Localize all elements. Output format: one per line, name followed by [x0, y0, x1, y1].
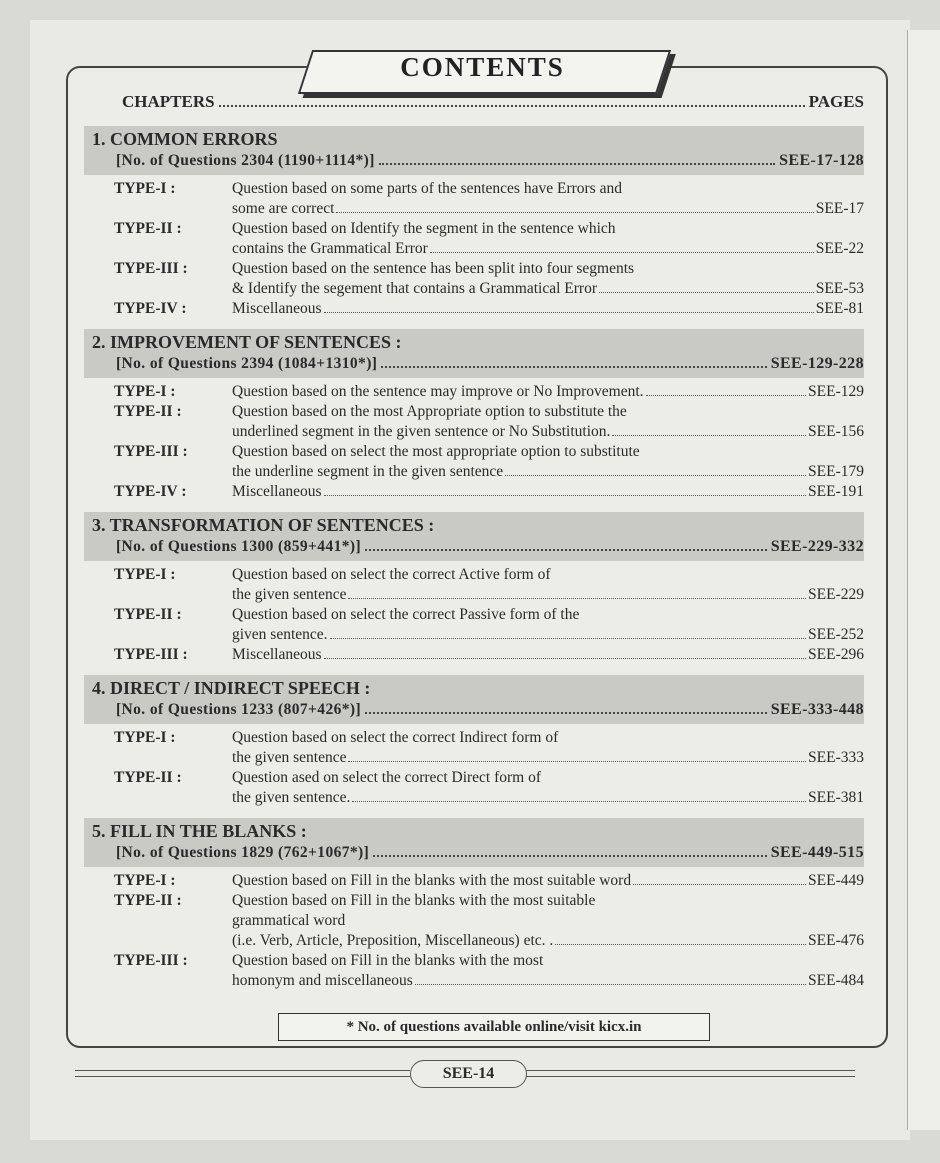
type-row: [84, 382, 864, 402]
type-page: SEE-381: [808, 789, 864, 806]
description-text: Question based on Fill in the blanks with the most suitable: [232, 892, 596, 909]
type-description: [232, 482, 864, 502]
description-text: Question based on Identify the segment in the sentence which: [232, 220, 616, 237]
dot-leader: [430, 244, 814, 253]
type-page: SEE-156: [808, 423, 864, 440]
description-line: [232, 462, 864, 482]
question-count: [No. of Questions 1829 (762+1067*)]: [116, 844, 370, 861]
dot-leader: [365, 539, 767, 551]
type-label: TYPE-II :: [114, 892, 182, 909]
type-label: TYPE-I :: [114, 566, 176, 583]
page-title: CONTENTS: [400, 52, 565, 82]
description-line: [232, 748, 864, 768]
dot-leader: [324, 487, 806, 496]
type-page: SEE-484: [808, 972, 864, 989]
chapter-section: [84, 329, 864, 508]
type-list: [84, 867, 864, 997]
type-label: TYPE-II :: [114, 769, 182, 786]
question-count-row: [84, 353, 864, 375]
chapter-section: [84, 818, 864, 997]
dot-leader: [348, 753, 806, 762]
type-page: SEE-17: [815, 200, 864, 217]
question-count-row: [84, 699, 864, 721]
type-description: [232, 871, 864, 891]
description-text: grammatical word: [232, 912, 346, 929]
description-text: the underline segment in the given sentence: [232, 463, 504, 480]
dot-leader: [324, 304, 814, 313]
description-line: [232, 788, 864, 808]
dot-leader: [348, 590, 806, 599]
description-line: [232, 442, 864, 462]
type-page: SEE-129: [808, 383, 864, 400]
chapter-header: [84, 512, 864, 561]
chapter-pages: SEE-17-128: [779, 152, 864, 169]
description-text: underlined segment in the given sentence or No Substitution.: [232, 423, 611, 440]
chapter-title: 2. IMPROVEMENT OF SENTENCES :: [92, 332, 402, 352]
type-page: SEE-252: [808, 626, 864, 643]
dot-leader: [599, 284, 814, 293]
type-description: [232, 605, 864, 645]
type-row: [84, 565, 864, 605]
chapter-header: [84, 126, 864, 175]
type-page: SEE-22: [815, 240, 864, 257]
chapter-pages: SEE-129-228: [770, 355, 864, 372]
description-line: [232, 625, 864, 645]
description-line: [232, 239, 864, 259]
type-row: [84, 259, 864, 299]
description-text: Question based on the sentence has been split into four segments: [232, 260, 635, 277]
footer-rule-right: [525, 1070, 855, 1077]
description-text: Miscellaneous: [232, 483, 322, 500]
description-text: the given sentence.: [232, 789, 351, 806]
type-description: [232, 179, 864, 219]
description-text: the given sentence: [232, 586, 347, 603]
page-number: SEE-14: [410, 1060, 527, 1088]
description-text: contains the Grammatical Error: [232, 240, 428, 257]
description-line: [232, 279, 864, 299]
description-text: Question based on Fill in the blanks with the most suitable word: [232, 872, 632, 889]
type-row: [84, 299, 864, 319]
type-list: [84, 724, 864, 814]
description-line: [232, 259, 864, 279]
type-label: TYPE-III :: [114, 260, 188, 277]
contents-list: [84, 122, 864, 997]
description-text: Question based on select the correct Active form of: [232, 566, 551, 583]
description-line: [232, 911, 864, 931]
type-description: [232, 382, 864, 402]
description-text: Question based on some parts of the sentences have Errors and: [232, 180, 622, 197]
description-text: Question based on select the most appropriate option to substitute: [232, 443, 640, 460]
description-line: [232, 585, 864, 605]
dot-leader: [415, 976, 806, 985]
type-label: TYPE-I :: [114, 729, 176, 746]
dot-leader: [633, 876, 806, 885]
column-header: [122, 92, 864, 112]
type-label: TYPE-I :: [114, 872, 176, 889]
description-line: [232, 482, 864, 502]
type-label: TYPE-I :: [114, 383, 176, 400]
type-list: [84, 378, 864, 508]
type-label: TYPE-II :: [114, 220, 182, 237]
chapter-header: [84, 675, 864, 724]
chapter-title: 5. FILL IN THE BLANKS :: [92, 821, 307, 841]
type-page: SEE-333: [808, 749, 864, 766]
pages-label: PAGES: [808, 92, 864, 111]
type-description: [232, 259, 864, 299]
description-line: [232, 382, 864, 402]
type-description: [232, 951, 864, 991]
description-text: Miscellaneous: [232, 646, 322, 663]
chapter-section: [84, 675, 864, 814]
description-line: [232, 871, 864, 891]
dot-leader: [505, 467, 806, 476]
dot-leader: [219, 95, 805, 107]
dot-leader: [352, 793, 806, 802]
dot-leader: [646, 387, 807, 396]
description-line: [232, 645, 864, 665]
description-text: Question based on select the correct Indirect form of: [232, 729, 559, 746]
type-label: TYPE-II :: [114, 606, 182, 623]
type-page: SEE-449: [808, 872, 864, 889]
dot-leader: [555, 936, 806, 945]
type-description: [232, 402, 864, 442]
type-row: [84, 951, 864, 991]
chapter-pages: SEE-449-515: [770, 844, 864, 861]
type-label: TYPE-II :: [114, 403, 182, 420]
dot-leader: [324, 650, 806, 659]
type-row: [84, 442, 864, 482]
dot-leader: [373, 845, 767, 857]
chapter-title: 1. COMMON ERRORS: [92, 129, 278, 149]
chapter-header: [84, 818, 864, 867]
question-count: [No. of Questions 2394 (1084+1310*)]: [116, 355, 378, 372]
question-count-row: [84, 842, 864, 864]
type-row: [84, 605, 864, 645]
description-text: Question based on Fill in the blanks with the most: [232, 952, 544, 969]
type-page: SEE-53: [815, 280, 864, 297]
chapter-title: 3. TRANSFORMATION OF SENTENCES :: [92, 515, 435, 535]
description-line: [232, 951, 864, 971]
description-text: given sentence.: [232, 626, 328, 643]
type-row: [84, 482, 864, 502]
type-list: [84, 561, 864, 671]
description-text: homonym and miscellaneous: [232, 972, 413, 989]
type-description: [232, 565, 864, 605]
type-row: [84, 179, 864, 219]
type-label: TYPE-III :: [114, 952, 188, 969]
question-count: [No. of Questions 1233 (807+426*)]: [116, 701, 362, 718]
type-label: TYPE-III :: [114, 646, 188, 663]
type-page: SEE-191: [808, 483, 864, 500]
dot-leader: [381, 356, 766, 368]
description-text: Question based on select the correct Passive form of the: [232, 606, 580, 623]
chapter-header: [84, 329, 864, 378]
question-count: [No. of Questions 1300 (859+441*)]: [116, 538, 362, 555]
type-label: TYPE-IV :: [114, 483, 187, 500]
dot-leader: [365, 702, 767, 714]
description-line: [232, 728, 864, 748]
chapters-label: CHAPTERS: [122, 92, 215, 111]
type-row: [84, 645, 864, 665]
type-description: [232, 219, 864, 259]
type-description: [232, 299, 864, 319]
type-row: [84, 768, 864, 808]
dot-leader: [330, 630, 806, 639]
type-description: [232, 728, 864, 768]
type-label: TYPE-I :: [114, 180, 176, 197]
footnote: * No. of questions available online/visit kicx.in: [278, 1013, 710, 1041]
question-count: [No. of Questions 2304 (1190+1114*)]: [116, 152, 375, 169]
description-line: [232, 565, 864, 585]
question-count-row: [84, 150, 864, 172]
description-text: Miscellaneous: [232, 300, 322, 317]
type-description: [232, 891, 864, 951]
description-text: Question based on the sentence may improve or No Improvement.: [232, 383, 644, 400]
description-line: [232, 891, 864, 911]
description-line: [232, 219, 864, 239]
type-row: [84, 219, 864, 259]
description-line: [232, 402, 864, 422]
description-line: [232, 768, 864, 788]
description-text: the given sentence: [232, 749, 347, 766]
type-description: [232, 768, 864, 808]
description-line: [232, 605, 864, 625]
type-description: [232, 645, 864, 665]
type-page: SEE-229: [808, 586, 864, 603]
description-line: [232, 931, 864, 951]
description-text: & Identify the segement that contains a Grammatical Error: [232, 280, 597, 297]
description-line: [232, 422, 864, 442]
chapter-pages: SEE-229-332: [770, 538, 864, 555]
description-line: [232, 299, 864, 319]
chapter-section: [84, 512, 864, 671]
description-text: Question ased on select the correct Direct form of: [232, 769, 542, 786]
chapter-pages: SEE-333-448: [770, 701, 864, 718]
type-list: [84, 175, 864, 325]
type-description: [232, 442, 864, 482]
type-row: [84, 891, 864, 951]
chapter-title: 4. DIRECT / INDIRECT SPEECH :: [92, 678, 371, 698]
description-line: [232, 971, 864, 991]
description-line: [232, 179, 864, 199]
description-text: Question based on the most Appropriate option to substitute the: [232, 403, 627, 420]
description-line: [232, 199, 864, 219]
type-row: [84, 871, 864, 891]
dot-leader: [336, 204, 813, 213]
footer-rule-left: [75, 1070, 410, 1077]
next-page-edge: [907, 30, 940, 1130]
type-page: SEE-81: [815, 300, 864, 317]
dot-leader: [612, 427, 806, 436]
type-page: SEE-476: [808, 932, 864, 949]
description-text: some are correct: [232, 200, 335, 217]
description-text: (i.e. Verb, Article, Preposition, Miscellaneous) etc. .: [232, 932, 554, 949]
type-label: TYPE-III :: [114, 443, 188, 460]
dot-leader: [379, 153, 775, 165]
type-row: [84, 728, 864, 768]
type-page: SEE-296: [808, 646, 864, 663]
chapter-section: [84, 126, 864, 325]
type-row: [84, 402, 864, 442]
type-label: TYPE-IV :: [114, 300, 187, 317]
question-count-row: [84, 536, 864, 558]
type-page: SEE-179: [808, 463, 864, 480]
